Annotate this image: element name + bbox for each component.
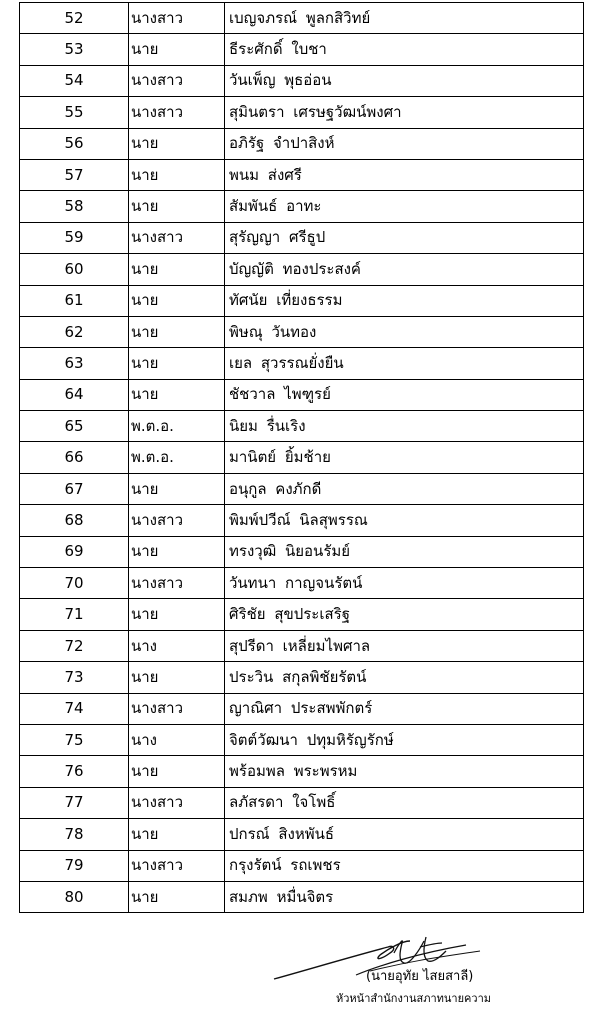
row-number: 67 [20, 473, 129, 504]
row-title: นาย [129, 254, 225, 285]
row-name: เบญจภรณ์ พูลกสิวิทย์ [225, 3, 584, 34]
row-title: นาย [129, 379, 225, 410]
row-name: ศิริชัย สุขประเสริฐ [225, 599, 584, 630]
table-row [20, 630, 584, 661]
table-row [20, 285, 584, 316]
row-title: นาย [129, 128, 225, 159]
row-number: 80 [20, 881, 129, 912]
table-row [20, 411, 584, 442]
table-row [20, 819, 584, 850]
row-title: นางสาว [129, 65, 225, 96]
table-row [20, 159, 584, 190]
row-title: นาย [129, 599, 225, 630]
row-number: 62 [20, 316, 129, 347]
table-row [20, 97, 584, 128]
row-number: 75 [20, 724, 129, 755]
row-title: พ.ต.อ. [129, 411, 225, 442]
row-title: นางสาว [129, 693, 225, 724]
table-row [20, 222, 584, 253]
row-name: นิยม รื่นเริง [225, 411, 584, 442]
row-name: เยล สุวรรณยั่งยืน [225, 348, 584, 379]
row-name: พนม ส่งศรี [225, 159, 584, 190]
row-number: 57 [20, 159, 129, 190]
table-row [20, 599, 584, 630]
row-number: 78 [20, 819, 129, 850]
table-row [20, 724, 584, 755]
row-title: นาย [129, 34, 225, 65]
row-title: นางสาว [129, 97, 225, 128]
row-name: ญาณิศา ประสพพักตร์ [225, 693, 584, 724]
row-name: พิษณุ วันทอง [225, 316, 584, 347]
row-title: นางสาว [129, 787, 225, 818]
table-row [20, 128, 584, 159]
row-title: นาย [129, 536, 225, 567]
name-list-table [19, 2, 584, 913]
name-list-body [20, 3, 584, 913]
row-name: วันเพ็ญ พุธอ่อน [225, 65, 584, 96]
table-row [20, 662, 584, 693]
row-name: วันทนา กาญจนรัตน์ [225, 568, 584, 599]
row-number: 61 [20, 285, 129, 316]
table-row [20, 254, 584, 285]
row-number: 60 [20, 254, 129, 285]
row-number: 65 [20, 411, 129, 442]
row-number: 69 [20, 536, 129, 567]
row-title: นาย [129, 662, 225, 693]
table-row [20, 756, 584, 787]
row-name: บัญญัติ ทองประสงค์ [225, 254, 584, 285]
table-row [20, 316, 584, 347]
table-row [20, 442, 584, 473]
row-name: ลภัสรดา ใจโพธิ์ [225, 787, 584, 818]
row-number: 59 [20, 222, 129, 253]
row-title: นางสาว [129, 3, 225, 34]
row-name: สัมพันธ์ อาทะ [225, 191, 584, 222]
row-number: 52 [20, 3, 129, 34]
table-row [20, 536, 584, 567]
row-name: มานิตย์ ยิ้มช้าย [225, 442, 584, 473]
row-title: นางสาว [129, 850, 225, 881]
row-number: 74 [20, 693, 129, 724]
row-name: ชัชวาล ไพฑูรย์ [225, 379, 584, 410]
row-title: นางสาว [129, 505, 225, 536]
row-number: 63 [20, 348, 129, 379]
table-row [20, 191, 584, 222]
row-name: กรุงรัตน์ รถเพชร [225, 850, 584, 881]
name-list-sheet [19, 2, 584, 913]
row-name: อนุกูล คงภักดี [225, 473, 584, 504]
table-row [20, 787, 584, 818]
table-row [20, 348, 584, 379]
row-name: พิมพ์ปวีณ์ นิลสุพรรณ [225, 505, 584, 536]
row-number: 53 [20, 34, 129, 65]
row-number: 71 [20, 599, 129, 630]
row-title: นาง [129, 630, 225, 661]
row-title: นาย [129, 191, 225, 222]
row-number: 68 [20, 505, 129, 536]
table-row [20, 881, 584, 912]
row-title: นาย [129, 285, 225, 316]
row-number: 73 [20, 662, 129, 693]
row-number: 76 [20, 756, 129, 787]
row-name: สุปรีดา เหลี่ยมไพศาล [225, 630, 584, 661]
row-name: ทรงวุฒิ นิยอนรัมย์ [225, 536, 584, 567]
table-row [20, 34, 584, 65]
row-name: อภิรัฐ จำปาสิงห์ [225, 128, 584, 159]
signatory-name: (นายอุทัย ไสยสาลี) [366, 969, 474, 984]
row-title: นาย [129, 881, 225, 912]
row-name: สมภพ หมื่นจิตร [225, 881, 584, 912]
row-title: นาง [129, 724, 225, 755]
row-title: นางสาว [129, 568, 225, 599]
row-name: พร้อมพล พระพรหม [225, 756, 584, 787]
table-row [20, 379, 584, 410]
table-row [20, 850, 584, 881]
row-number: 70 [20, 568, 129, 599]
row-name: สุมินตรา เศรษฐวัฒน์พงศา [225, 97, 584, 128]
table-row [20, 3, 584, 34]
row-name: สุรัญญา ศรีธูป [225, 222, 584, 253]
row-number: 56 [20, 128, 129, 159]
row-title: พ.ต.อ. [129, 442, 225, 473]
row-number: 54 [20, 65, 129, 96]
row-number: 55 [20, 97, 129, 128]
row-title: นาย [129, 159, 225, 190]
row-number: 72 [20, 630, 129, 661]
row-name: จิตต์วัฒนา ปทุมหิรัญรักษ์ [225, 724, 584, 755]
row-name: ประวิน สกุลพิชัยรัตน์ [225, 662, 584, 693]
table-row [20, 473, 584, 504]
signature-block [270, 935, 590, 1015]
row-number: 64 [20, 379, 129, 410]
table-row [20, 505, 584, 536]
row-title: นางสาว [129, 222, 225, 253]
row-name: ปกรณ์ สิงหพันธ์ [225, 819, 584, 850]
row-title: นาย [129, 316, 225, 347]
table-row [20, 568, 584, 599]
row-title: นาย [129, 473, 225, 504]
table-row [20, 65, 584, 96]
row-title: นาย [129, 348, 225, 379]
row-number: 77 [20, 787, 129, 818]
signatory-position: หัวหน้าสำนักงานสภาทนายความ [336, 992, 492, 1005]
row-number: 66 [20, 442, 129, 473]
row-number: 79 [20, 850, 129, 881]
row-number: 58 [20, 191, 129, 222]
row-title: นาย [129, 819, 225, 850]
table-row [20, 693, 584, 724]
row-name: ธีระศักดิ์ ใบชา [225, 34, 584, 65]
row-name: ทัศนัย เที่ยงธรรม [225, 285, 584, 316]
row-title: นาย [129, 756, 225, 787]
